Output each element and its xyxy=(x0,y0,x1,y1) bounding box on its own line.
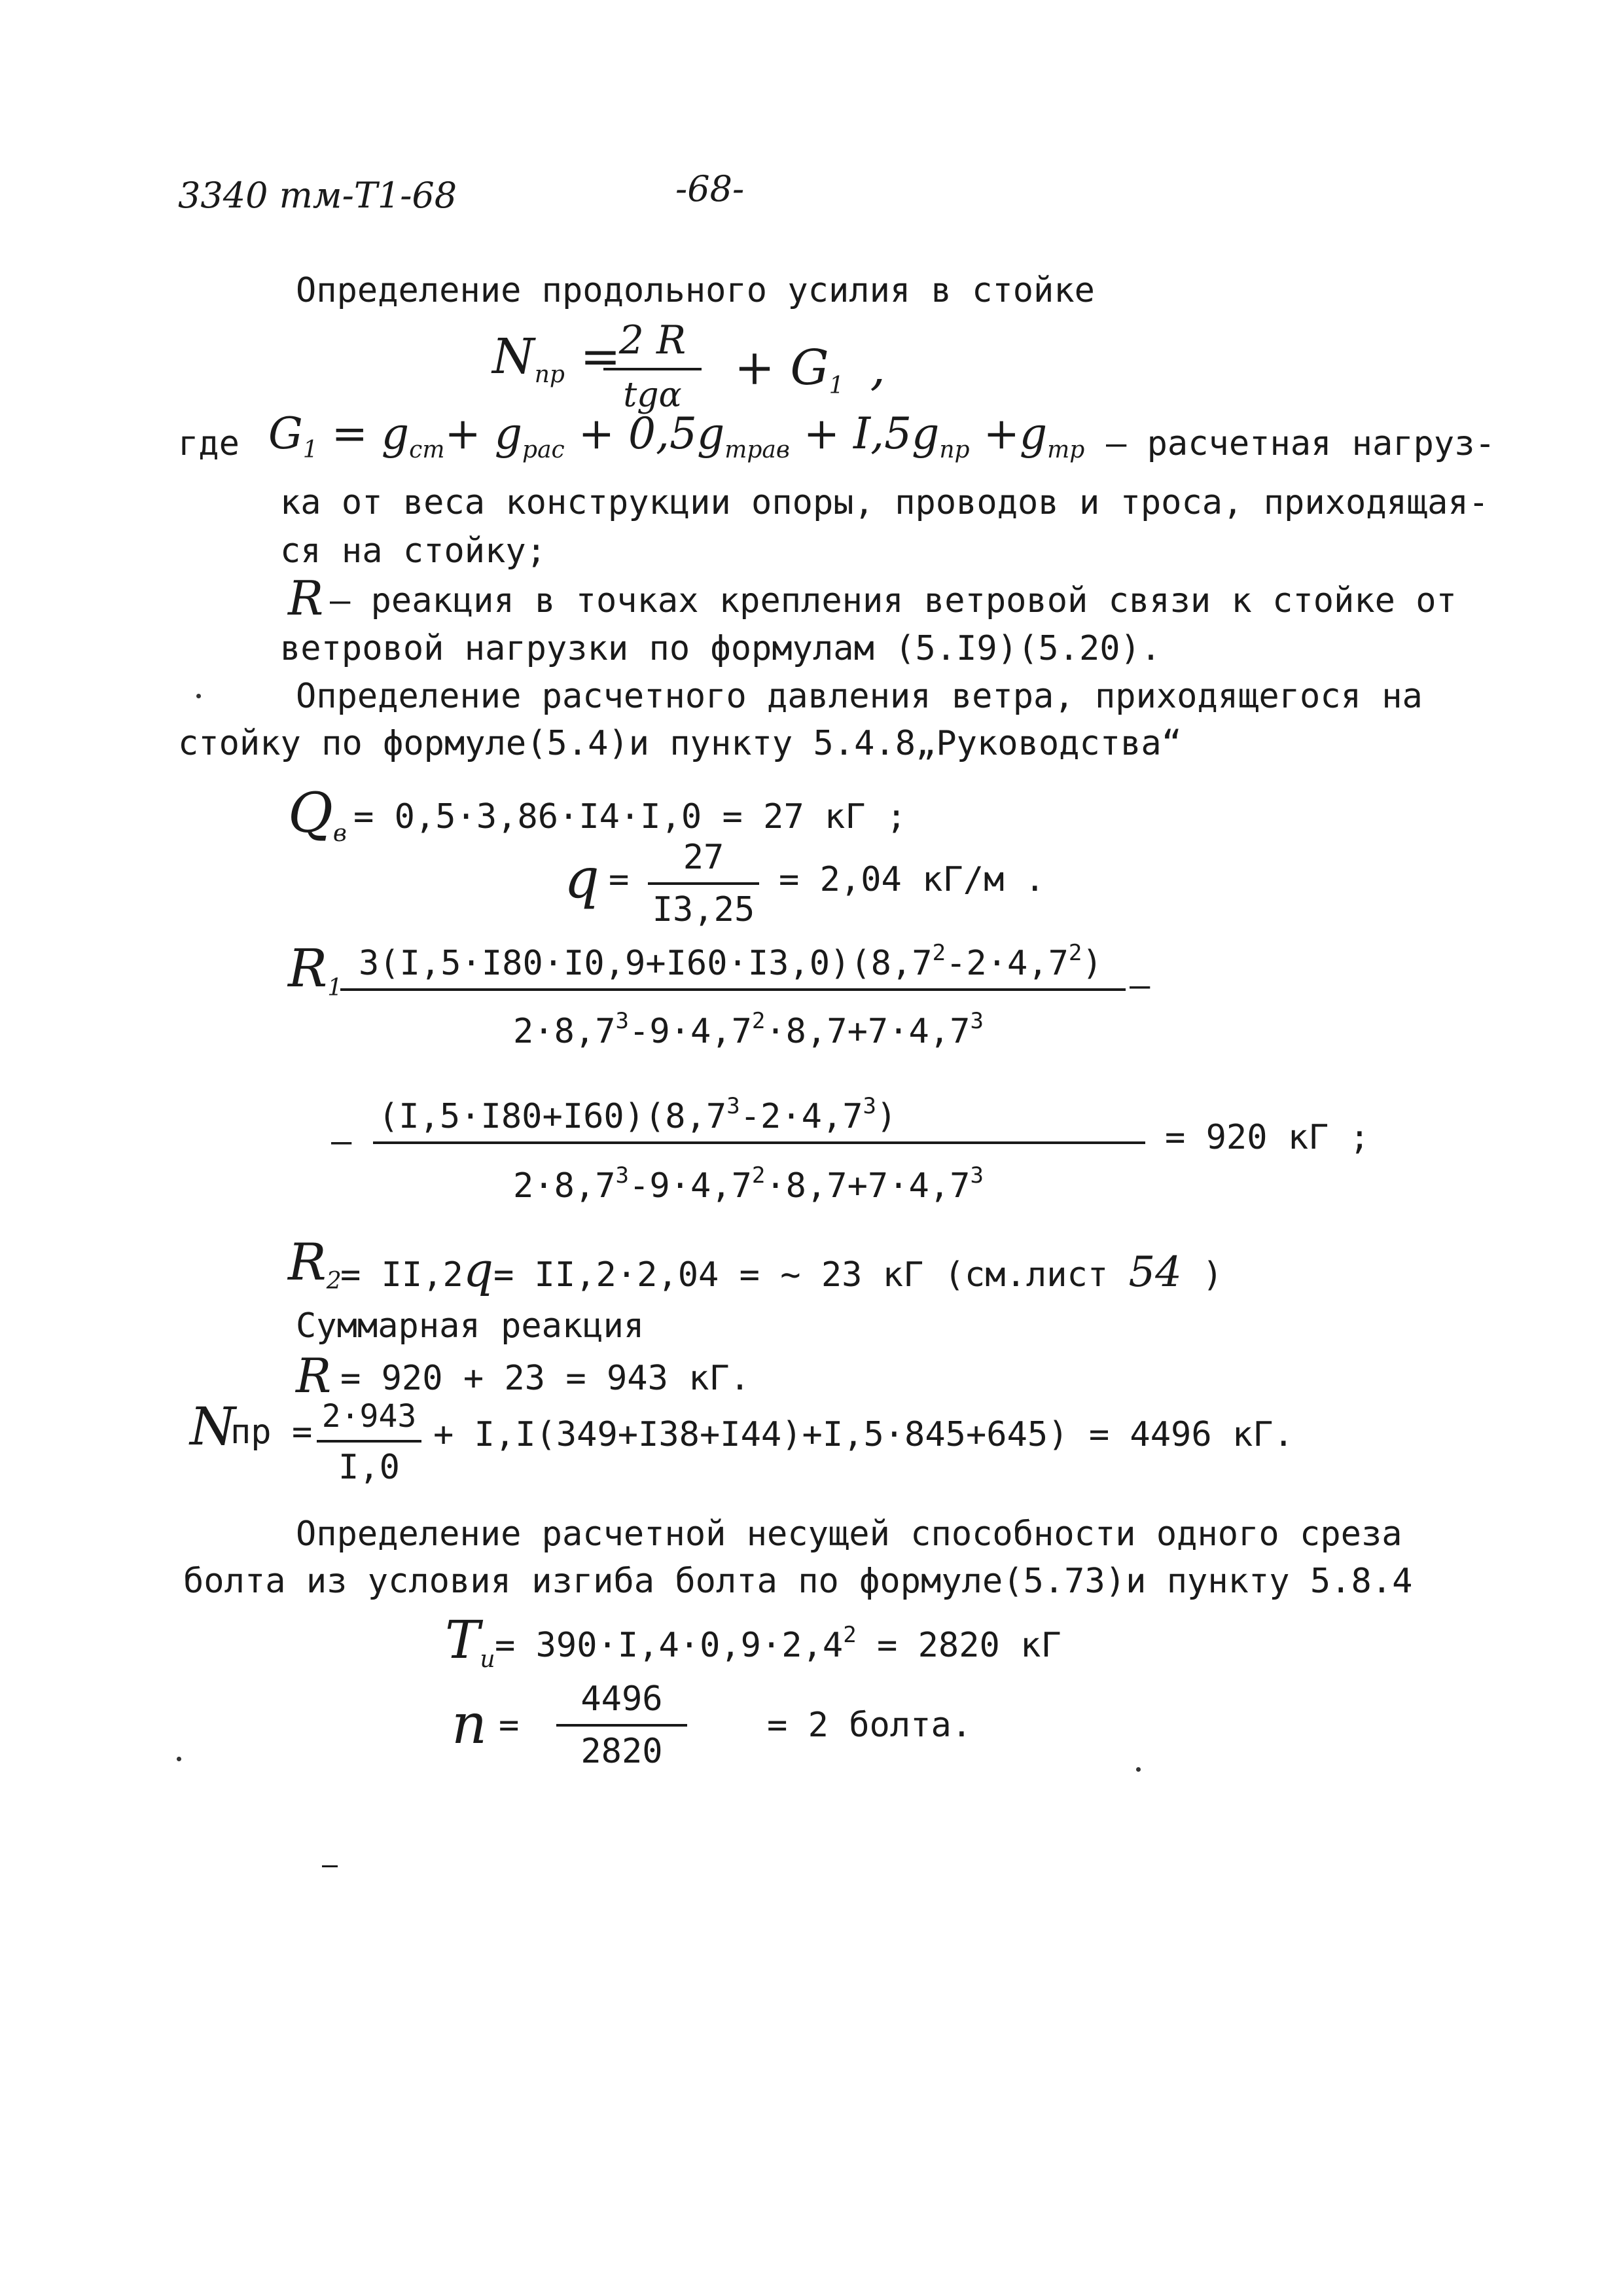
formula-q-symbol: q xyxy=(564,846,599,910)
formula-n-tail: + G1 , xyxy=(734,340,886,399)
sum-r-expression: = 920 + 23 = 943 кГ. xyxy=(340,1359,751,1398)
formula-q-equals: = xyxy=(609,860,630,899)
r1-minus-leading: – xyxy=(331,1122,352,1161)
scan-speck xyxy=(196,694,201,698)
formula-q-result: = 2,04 кГ/м . xyxy=(779,860,1045,899)
sum-reaction-label: Суммарная реакция xyxy=(296,1306,645,1346)
scan-dash xyxy=(322,1865,338,1867)
formula-r1-denominator: $2\cdot 8,7^3-9\cdot 4,7^2\cdot 8,7+7\cdot 4,7^3$ xyxy=(513,1008,984,1051)
scan-speck xyxy=(177,1757,181,1761)
g1-description-line2: ка от веса конструкции опоры, проводов и троса, приходящая- xyxy=(280,483,1489,522)
formula-n-bolts-equals: = xyxy=(499,1706,520,1745)
formula-tu-expression: = $390\cdot I,4\cdot 0,9\cdot 2,4^2 = 2820$ кГ xyxy=(495,1622,1061,1665)
formula-g1: $G_1 = g_{ст}+ g_{рас} + 0,5g_{трав} + I,5g_{пр} +g_{тр}$ xyxy=(268,408,1085,463)
npr-expression-result: + I,I(349+I38+I44)+I,5·845+645) = 4496 кГ. xyxy=(433,1415,1294,1454)
g1-description-line3: ся на стойку; xyxy=(280,531,546,571)
formula-qb-symbol: Qв xyxy=(288,781,347,847)
bolt-capacity-text-line1: Определение расчетной несущей способности одного среза xyxy=(296,1515,1402,1554)
r1-fraction-bar-2 xyxy=(373,1141,1145,1144)
formula-r2-symbol: R2 xyxy=(288,1233,342,1295)
formula-r1-numerator-2: $(I,5\cdot I80+I60)(8,7^3-2\cdot 4,7^3)$ xyxy=(378,1093,897,1136)
formula-r2-expression: = II,2q= II,2·2,04 = ~ 23 кГ (см.лист 54 ) xyxy=(340,1242,1223,1297)
npr-n-symbol: N xyxy=(190,1396,236,1457)
page-number: -68- xyxy=(675,168,745,209)
r1-fraction-bar xyxy=(340,988,1126,991)
formula-q-fraction: 27 I3,25 xyxy=(648,840,759,927)
section-heading-longitudinal-force: Определение продольного усилия в стойке xyxy=(296,271,1095,310)
npr-label: пр = xyxy=(230,1412,313,1452)
wind-pressure-text-line2: стойку по формуле(5.4)и пункту 5.4.8„Руководства“ xyxy=(178,724,1183,763)
formula-r1-result: = 920 кГ ; xyxy=(1165,1118,1370,1157)
r-description-line1: – реакция в точках крепления ветровой связи к стойке от xyxy=(330,581,1457,620)
formula-tu-symbol: Tи xyxy=(445,1609,495,1673)
bolt-capacity-text-line2: болта из условия изгиба болта по формуле(5.73)и пункту 5.8.4 xyxy=(183,1562,1413,1601)
scan-speck xyxy=(1136,1767,1141,1772)
formula-r1-numerator: $3(I,5\cdot I80\cdot I0,9+I60\cdot I3,0)(8,7^2-2\cdot 4,7^2)$ xyxy=(359,940,1103,983)
npr-fraction: 2·943 I,0 xyxy=(317,1401,421,1484)
formula-n-bolts-fraction: 4496 2820 xyxy=(556,1682,687,1768)
formula-n-bolts-result: = 2 болта. xyxy=(767,1706,972,1745)
formula-n-symbol: Nпр = xyxy=(492,329,621,388)
formula-r1-denominator-2: $2\cdot 8,7^3-9\cdot 4,7^2\cdot 8,7+7\cdot 4,7^3$ xyxy=(513,1162,984,1206)
word-gde: где xyxy=(178,424,240,463)
sum-r-symbol: R xyxy=(296,1348,332,1403)
wind-pressure-text-line1: Определение расчетного давления ветра, приходящегося на xyxy=(296,677,1423,716)
formula-qb-expression: = 0,5·3,86·I4·I,0 = 27 кГ ; xyxy=(353,797,907,836)
formula-r1-symbol: R1 xyxy=(288,938,343,1001)
document-code: 3340 тм-Т1-68 xyxy=(178,175,457,216)
g1-description-line1: – расчетная нагруз- xyxy=(1106,424,1495,463)
formula-n-fraction: 2 R tgα xyxy=(603,321,702,412)
r-description-line2: ветровой нагрузки по формулам (5.I9)(5.20). xyxy=(280,629,1162,668)
r-symbol: R xyxy=(288,571,324,626)
formula-n-bolts-symbol: n xyxy=(452,1692,488,1756)
r1-minus-trailing: – xyxy=(1130,966,1150,1005)
